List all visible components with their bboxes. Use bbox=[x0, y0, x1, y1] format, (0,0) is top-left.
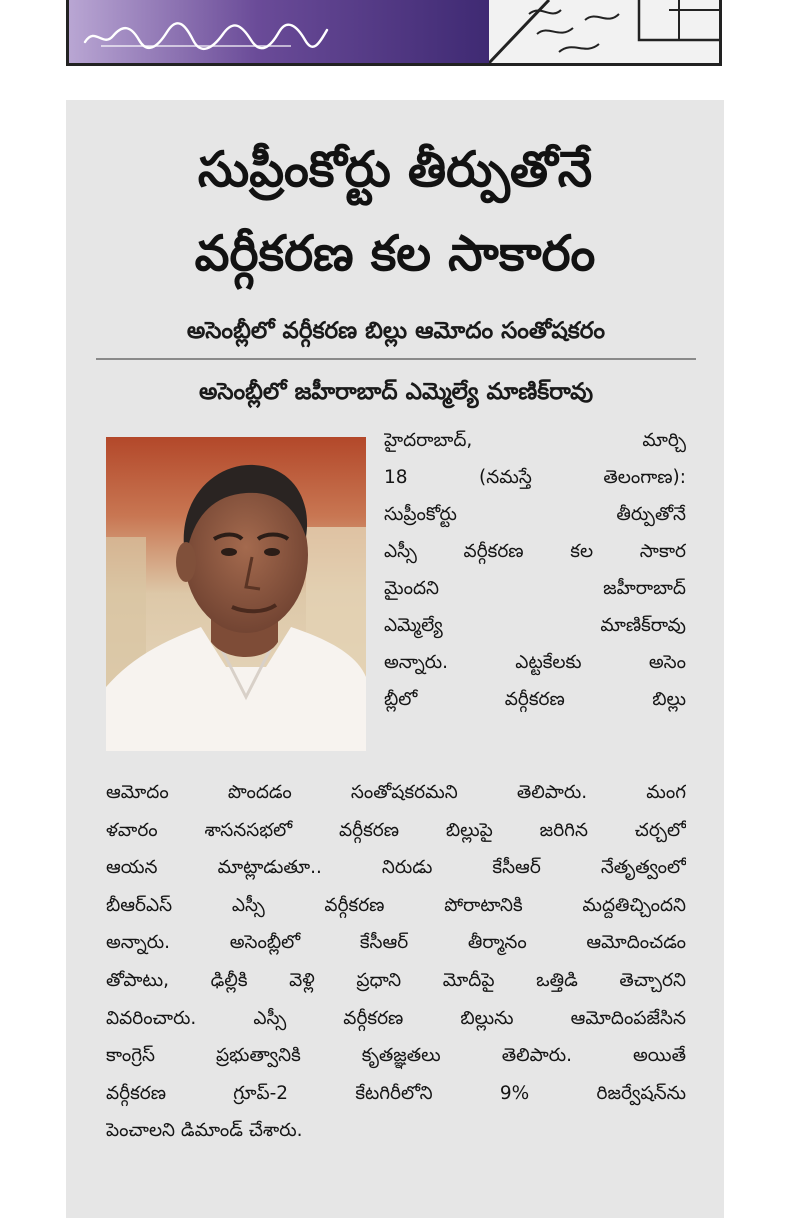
divider bbox=[96, 358, 696, 360]
subheadline: అసెంబ్లీలో వర్గీకరణ బిల్లు ఆమోదం సంతోషకరం bbox=[186, 318, 606, 344]
portrait-photo-icon bbox=[106, 437, 366, 751]
byline: అసెంబ్లీలో జహీరాబాద్ ఎమ్మెల్యే మాణిక్‌రావు bbox=[198, 379, 594, 405]
banner-brand-panel bbox=[69, 0, 489, 63]
body-line: బ్లీలో వర్గీకరణ బిల్లు bbox=[384, 689, 686, 710]
body-line: ళవారం శాసనసభలో వర్గీకరణ బిల్లుపై జరిగిన చర్చలో bbox=[106, 819, 686, 841]
article-body-main bbox=[106, 774, 686, 1150]
handwritten-section-logo bbox=[81, 18, 331, 52]
body-line: మైందని జహీరాబాద్ bbox=[384, 578, 686, 599]
body-line: ఎమ్మెల్యే మాణిక్‌రావు bbox=[384, 615, 686, 636]
body-line: తోపాటు, ఢిల్లీకి వెళ్లి ప్రధాని మోదీపై ఒత్తిడి తెచ్చారని bbox=[106, 969, 686, 991]
headline bbox=[66, 128, 724, 296]
body-line: ఆమోదం పొందడం సంతోషకరమని తెలిపారు. మంగ bbox=[106, 782, 686, 803]
portrait-photo bbox=[106, 437, 366, 751]
body-line: సుప్రీంకోర్టు తీర్పుతోనే bbox=[384, 504, 686, 525]
body-line: ఎస్సీ వర్గీకరణ కల సాకార bbox=[384, 541, 686, 562]
banner-scribble-icon bbox=[489, 0, 722, 63]
body-line: బీఆర్‌ఎస్ ఎస్సీ వర్గీకరణ పోరాటానికి మద్దతిచ్చిందని bbox=[106, 894, 686, 916]
headline-line-1: సుప్రీంకోర్టు తీర్పుతోనే bbox=[197, 141, 593, 198]
body-line: కాంగ్రెస్ ప్రభుత్వానికి కృతజ్ఞతలు తెలిపారు. అయితే bbox=[106, 1045, 686, 1067]
body-line: అన్నారు. అసెంబ్లీలో కేసీఆర్ తీర్మానం ఆమోదించడం bbox=[106, 932, 686, 954]
body-line: పెంచాలని డిమాండ్ చేశారు. bbox=[106, 1120, 303, 1142]
body-line: హైదరాబాద్, మార్చి bbox=[384, 430, 686, 451]
body-line: వర్గీకరణ గ్రూప్-2 కేటగిరీలోని 9% రిజర్వేషన్‌ను bbox=[106, 1082, 686, 1104]
body-line: వివరించారు. ఎస్సీ వర్గీకరణ బిల్లును ఆమోదింపజేసిన bbox=[106, 1007, 686, 1029]
article-body-intro bbox=[384, 422, 686, 718]
headline-line-2: వర్గీకరణ కల సాకారం bbox=[194, 225, 596, 282]
section-banner bbox=[66, 0, 722, 66]
body-line: అన్నారు. ఎట్టకేలకు అసెం bbox=[384, 652, 686, 673]
body-line: 18 (నమస్తే తెలంగాణ): bbox=[384, 467, 686, 488]
banner-handwritten-artwork bbox=[489, 0, 722, 63]
body-line: ఆయన మాట్లాడుతూ.. నిరుడు కేసీఆర్ నేతృత్వంలో bbox=[106, 857, 686, 879]
news-article bbox=[66, 100, 724, 1218]
